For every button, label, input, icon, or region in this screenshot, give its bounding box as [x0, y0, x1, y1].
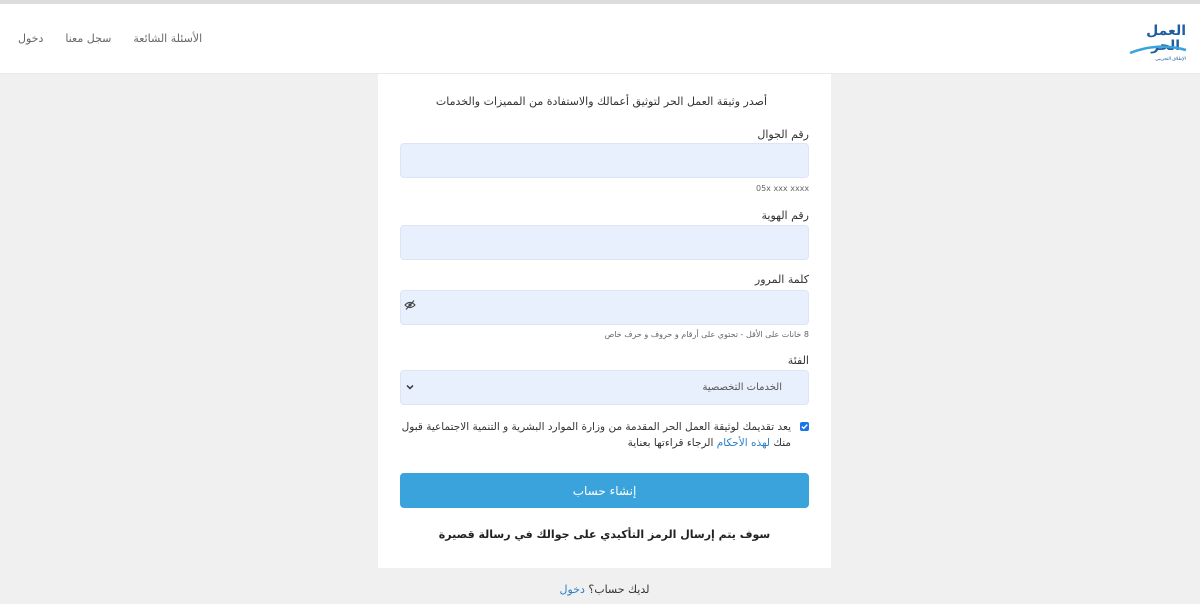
eye-slash-icon[interactable] [404, 299, 416, 311]
mobile-label: رقم الجوال [757, 128, 809, 141]
terms-text-before: يعد تقديمك لوثيقة العمل الحر المقدمة من وزارة الموارد البشرية و التنمية الاجتماعية قبول منك [401, 421, 791, 449]
category-selected-value: الخدمات التخصصية [702, 382, 782, 393]
create-account-button[interactable] [400, 473, 809, 508]
freelance-logo[interactable] [1128, 20, 1188, 62]
create-account-label: إنشاء حساب [572, 483, 637, 498]
check-icon [800, 422, 809, 431]
category-select[interactable] [400, 370, 809, 405]
id-number-label: رقم الهوية [761, 209, 809, 222]
logo-line1: العمل [1146, 23, 1186, 39]
category-label: الفئة [787, 354, 809, 367]
logo-line2: الحر [1151, 38, 1180, 54]
top-nav [18, 32, 202, 45]
nav-faq[interactable]: الأسئلة الشائعة [133, 32, 203, 45]
terms-checkbox[interactable] [800, 422, 809, 431]
intro-text: أصدر وثيقة العمل الحر لتوثيق أعمالك والاستفادة من المميزات والخدمات [435, 95, 767, 108]
password-label: كلمة المرور [754, 273, 809, 286]
nav-login[interactable]: دخول [18, 32, 44, 45]
password-hint: 8 خانات على الأقل - تحتوي على أرقام و حروف و حرف خاص [604, 330, 809, 339]
sms-note: سوف يتم إرسال الرمز التأكيدي على جوالك في رسالة قصيرة [438, 528, 771, 541]
site-header [0, 4, 1200, 74]
password-input[interactable] [400, 290, 809, 325]
footer-question: لديك حساب؟ [588, 583, 650, 596]
nav-register[interactable]: سجل معنا [65, 32, 112, 45]
terms-text [391, 419, 791, 451]
chevron-down-icon [405, 382, 415, 392]
mobile-input[interactable] [400, 143, 809, 178]
footer-login-link[interactable]: دخول [559, 583, 585, 596]
footer-login [378, 583, 831, 596]
mobile-hint: 05x xxx xxxx [756, 184, 810, 193]
logo-tagline: الإطلاق التجريبي [1155, 57, 1186, 62]
id-number-input[interactable] [400, 225, 809, 260]
terms-link[interactable]: لهذه الأحكام [716, 437, 771, 449]
terms-text-after: الرجاء قراءتها بعناية [627, 437, 717, 449]
registration-card [378, 74, 831, 568]
